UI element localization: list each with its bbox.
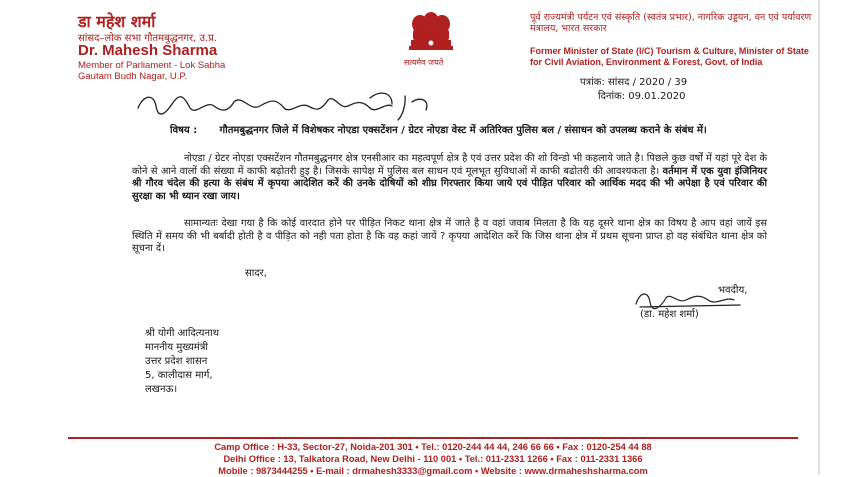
valediction: भवदीय,: [718, 285, 748, 296]
paragraph-1-emphasis: वर्तमान में एक युवा इंजिनियर श्री गौरव चंदेल की हत्या के संबंध में कृपया आदेशित करें की उनके दोषियों को शीघ्र गिरफ्तार किया जाये एवं पीड़ित परिवार को आर्थिक मदद की भी अपेक्षा है एवं परिवार की सुरक्षा का भी ध्यान रखा जाय।: [132, 165, 767, 202]
letter-subject: [170, 124, 760, 137]
reference-number: पत्रांक: सांसद / 2020 / 39: [580, 77, 688, 88]
recipient-address: 5, कालीदास मार्ग,: [145, 370, 213, 381]
sender-name-english: Dr. Mahesh Sharma: [78, 42, 218, 59]
sender-name-hindi: डा महेश शर्मा: [78, 12, 156, 31]
footer-delhi-office: Delhi Office : 13, Talkatora Road, New Delhi - 110 001 • Tel.: 011-2331 1266 • Fax : 011-2331 1366: [223, 454, 643, 464]
former-post-hindi: पूर्व राज्यमंत्री पर्यटन एवं संस्कृति (स्वतंत्र प्रभार), नागरिक उड्डयन, वन एवं पर्यावरण मंत्रालय, भारत सरकार: [530, 12, 812, 34]
sender-seat-english-line2: Gautam Budh Nagar, U.P.: [78, 71, 188, 82]
recipient-office: उत्तर प्रदेश शासन: [145, 356, 208, 367]
scan-edge: [818, 0, 820, 475]
closing-regards: सादर,: [245, 268, 267, 279]
letterhead-footer: [68, 437, 798, 477]
body-paragraph-1: [132, 153, 767, 203]
sender-seat-english-line1: Member of Parliament - Lok Sabha: [78, 60, 226, 71]
former-post-english: Former Minister of State (I/C) Tourism & Culture, Minister of State for Civil Aviation, Environment & Forest, Govt. of India: [530, 46, 809, 67]
sender-seat-hindi: सांसद–लोक सभा गौतमबुद्धनगर, उ.प्र.: [78, 33, 217, 44]
emblem-motto: सत्यमेव जयते: [404, 58, 444, 67]
handwritten-salutation: [130, 86, 450, 126]
subject-label: विषय :: [170, 125, 198, 136]
body-paragraph-2: [132, 218, 767, 256]
paragraph-2-text: सामान्यतः देखा गया है कि कोई वारदात होने पर पीड़ित निकट थाना क्षेत्र में जाते है व वहां जवाब मिलता है कि यह दूसरे थाना क्षेत्र का विषय है आप वहां जायें इस स्थिति में समय की भी बर्बादी होती है व पीड़ित को नही पता होता है कि वह कहां जायें ? कृपया आदेशित करें कि जिस थाना क्षेत्र में प्रथम सूचना प्राप्त हो वह संबंधित थाना क्षेत्र को सूचना दें।: [132, 218, 767, 254]
recipient-city: लखनऊ।: [145, 384, 178, 395]
reference-date: दिनांक: 09.01.2020: [598, 91, 686, 102]
recipient-name: श्री योगी आदित्यनाथ: [145, 328, 219, 339]
footer-contact: Mobile : 9873444255 • E-mail : drmahesh3333@gmail.com • Website : www.drmaheshsharma.com: [218, 466, 648, 476]
footer-camp-office: Camp Office : H-33, Sector-27, Noida-201 301 • Tel.: 0120-244 44 44, 246 66 66 • Fax : 0120-254 44 88: [214, 442, 652, 452]
subject-text: गौतमबुद्धनगर जिले में विशेषकर नोएडा एक्सटेंशन / ग्रेटर नोएडा वेस्ट में अतिरिक्त पुलिस बल / संसाधन को उपलब्ध कराने के संबंध में।: [219, 125, 707, 136]
signatory-name: (डा. महेश शर्मा): [640, 309, 699, 320]
paragraph-1-text: नोएडा / ग्रेटर नोएडा एक्सटेंशन गौतमबुद्धनगर क्षेत्र एनसीआर का महत्वपूर्ण क्षेत्र है एवं उत्तर प्रदेश की शो विन्डो भी कहलाये जाते है। पिछले कुछ वर्षों में यहां पूरे देश के कोने से आने वालों की संख्या में काफी बढ़ोतरी हुइ है। जिसके सापेक्ष में पुलिस बल साधन एवं मूलभूत सुविधाओं में काफी बढोतरी की आवश्यकता है।: [132, 153, 767, 177]
recipient-designation: माननीय मुख्यमंत्री: [145, 342, 208, 353]
